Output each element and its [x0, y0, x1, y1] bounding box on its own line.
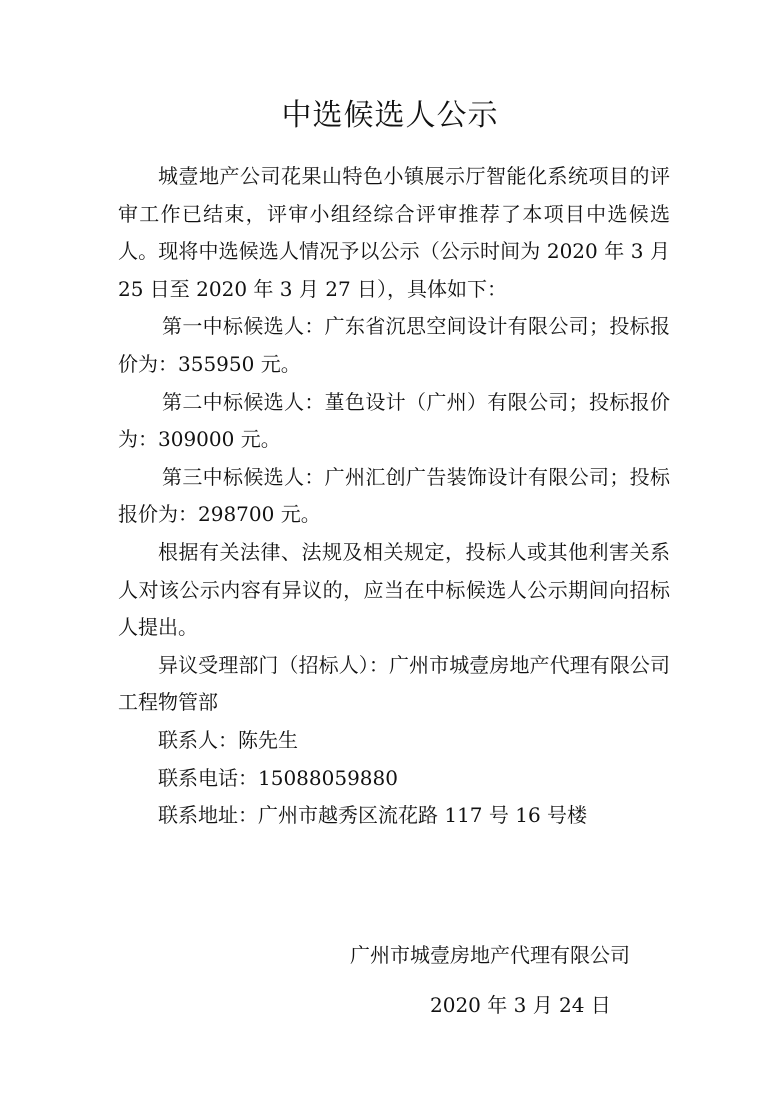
contact-address: 联系地址：广州市越秀区流花路 117 号 16 号楼 [158, 803, 588, 828]
intro-paragraph: 城壹地产公司花果山特色小镇展示厅智能化系统项目的评审工作已结束，评审小组经综合评审推荐了本项目中选候选人。现将中选候选人情况予以公示（公示时间为 2020 年 3 月 25 日至 2020 年 3 月 27 日），具体如下： [118, 164, 670, 301]
signature-company: 广州市城壹房地产代理有限公司 [350, 943, 630, 967]
candidate-1-paragraph: 第一中标候选人：广东省沉思空间设计有限公司；投标报价为：355950 元。 [118, 314, 670, 376]
contact-phone: 联系电话：15088059880 [158, 765, 398, 790]
signature-date: 2020 年 3 月 24 日 [430, 993, 611, 1017]
candidate-2-paragraph: 第二中标候选人：堇色设计（广州）有限公司；投标报价为：309000 元。 [118, 389, 670, 452]
notice-body [118, 158, 670, 835]
contact-person: 联系人：陈先生 [158, 727, 298, 752]
objection-rule-paragraph: 根据有关法律、法规及相关规定，投标人或其他利害关系人对该公示内容有异议的，应当在中标候选人公示期间向招标人提出。 [118, 539, 670, 640]
notice-title: 中选候选人公示 [281, 98, 499, 133]
objection-dept-paragraph: 异议受理部门（招标人）：广州市城壹房地产代理有限公司工程物管部 [118, 652, 670, 715]
candidate-3-paragraph: 第三中标候选人：广州汇创广告装饰设计有限公司；投标报价为：298700 元。 [118, 464, 670, 527]
signature-block [340, 930, 680, 1030]
